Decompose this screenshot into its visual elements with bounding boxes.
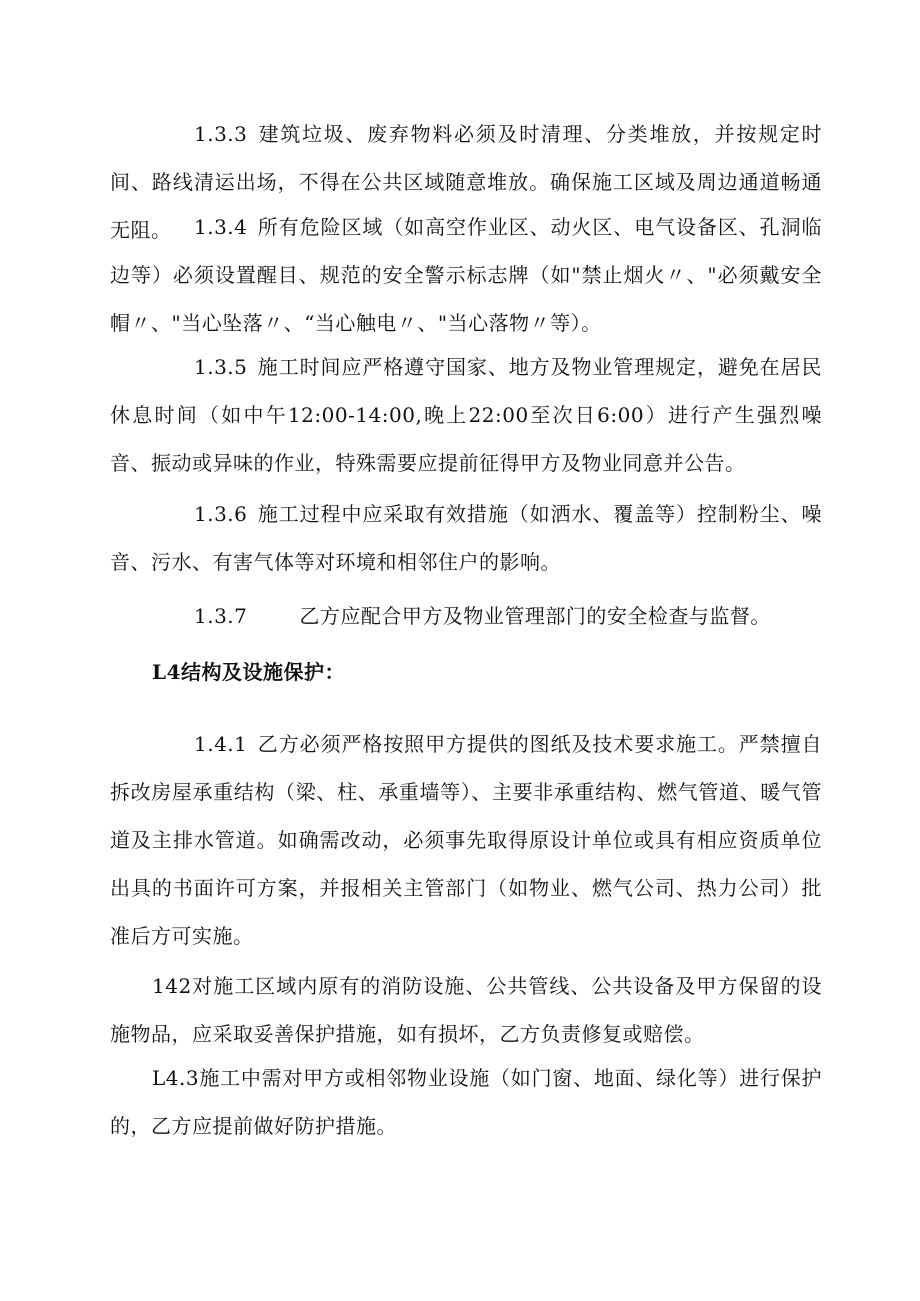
clause-text: 施工时间应严格遵守国家、地方及物业管理规定，避免在居民休息时间（如中午12:00-14:00,晚上22:00至次日6:00）进行产生强烈噪音、振动或异味的作业，特殊需要应提前征得甲方及物业同意并公告。 — [110, 355, 822, 475]
clause-1-3-6 — [110, 490, 822, 586]
clause-text: 乙方应配合甲方及物业管理部门的安全检查与监督。 — [299, 604, 771, 628]
clause-1-4-3 — [110, 1054, 822, 1150]
clause-text: 建筑垃圾、废弃物料必须及时清理、分类堆放，并按规定时间、路线清运出场，不得在公共区域随意堆放。确保施工区域及周边通道畅通无阻。 — [110, 122, 822, 242]
clause-number: 1.3.7 — [194, 604, 248, 628]
clause-text: 所有危险区域（如高空作业区、动火区、电气设备区、孔洞临边等）必须设置醒目、规范的安全警示标志牌（如"禁止烟火〃、"必须戴安全帽〃、"当心坠落〃、“当心触电〃、"当心落物〃等）。 — [110, 215, 822, 335]
clause-text: 142对施工区域内原有的消防设施、公共管线、公共设备及甲方保留的设施物品，应采取妥善保护措施，如有损坏，乙方负责修复或赔偿。 — [110, 974, 822, 1046]
clause-number: 1.3.3 — [194, 122, 248, 146]
clause-1-3-7 — [110, 592, 822, 640]
clause-1-3-4 — [110, 203, 822, 347]
section-heading: L4结构及设施保护： — [152, 660, 345, 684]
clause-1-4-2 — [110, 962, 822, 1058]
clause-number: 1.3.6 — [194, 502, 248, 526]
clause-text: 施工过程中应采取有效措施（如洒水、覆盖等）控制粉尘、噪音、污水、有害气体等对环境和相邻住户的影响。 — [110, 502, 822, 574]
clause-1-3-5 — [110, 343, 822, 487]
clause-number: 1.4.1 — [194, 732, 248, 756]
clause-number: 1.3.5 — [194, 355, 248, 379]
clause-number: 1.3.4 — [194, 215, 248, 239]
clause-1-4-1 — [110, 720, 822, 960]
clause-text: 乙方必须严格按照甲方提供的图纸及技术要求施工。严禁擅自拆改房屋承重结构（梁、柱、承重墙等）、主要非承重结构、燃气管道、暖气管道及主排水管道。如确需改动，必须事先取得原设计单位或具有相应资质单位出具的书面许可方案，并报相关主管部门（如物业、燃气公司、热力公司）批准后方可实施。 — [110, 732, 822, 948]
clause-text: L4.3施工中需对甲方或相邻物业设施（如门窗、地面、绿化等）进行保护的，乙方应提前做好防护措施。 — [110, 1066, 822, 1138]
